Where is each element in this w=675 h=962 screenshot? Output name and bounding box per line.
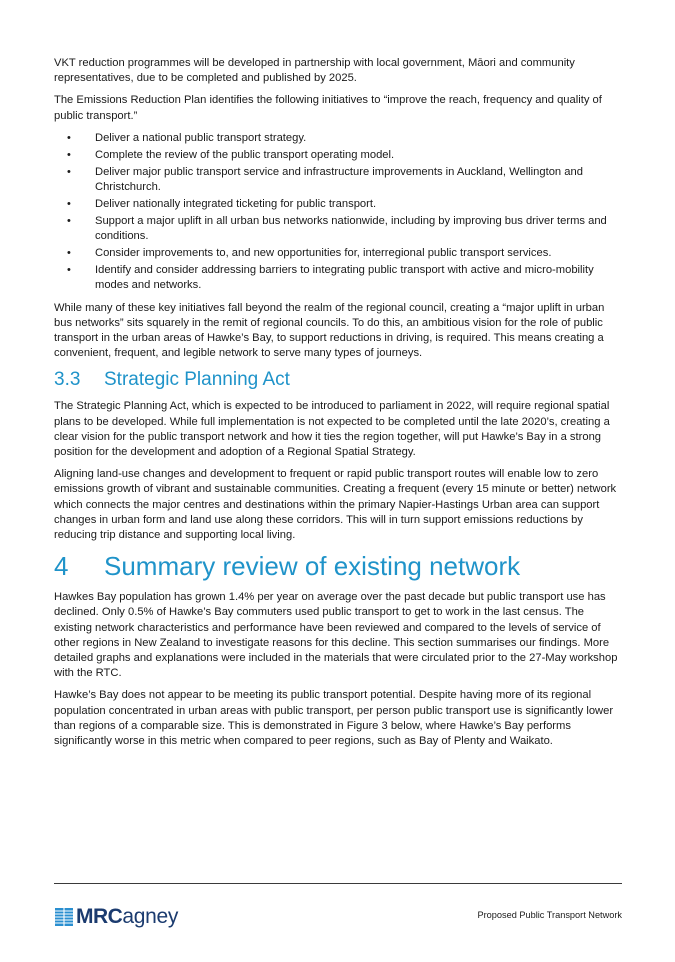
document-page (54, 56, 622, 756)
paragraph-review-2: Hawke’s Bay does not appear to be meeting its public transport potential. Despite having more of its regional population concentrated in urban areas with public transport, per person public transport use is significantly lower than regions of a comparable size. This is demonstrated in Figure 3 below, where Hawke’s Bay performs significantly worse in this metric when compared to peer regions, such as Bay of Plenty and Waikato. (54, 689, 614, 748)
footer-divider (54, 883, 622, 884)
paragraph-review-1: Hawkes Bay population has grown 1.4% per year on average over the past decade but public transport use has declined. Only 0.5% of Hawke’s Bay commuters used public transport to get to work in the last census. The existing network characteristics and performance have been reviewed and compared to the levels of service of other regions in New Zealand to investigate reasons for this decline. This section summarises our findings. More detailed graphs and explanations were included in the materials that were circulated prior to the 27-May workshop with the RTC. (54, 591, 618, 680)
bullet-icon: • (67, 148, 71, 161)
bullet-icon: • (67, 198, 71, 211)
section-number: 4 (54, 551, 69, 582)
list-item-text: Complete the review of the public transport operating model. (95, 148, 395, 161)
logo-mark-icon (55, 908, 73, 926)
list-item-text: Deliver major public transport service and infrastructure improvements in Auckland, Wellington and Christchurch. (95, 165, 583, 194)
list-item (54, 263, 622, 293)
list-item-text: Consider improvements to, and new opportunities for, interregional public transport services. (95, 247, 552, 260)
section-4-heading (54, 550, 622, 582)
bullet-icon: • (67, 247, 71, 260)
list-item (54, 214, 622, 244)
bullet-icon: • (67, 131, 71, 144)
list-item-text: Deliver a national public transport strategy. (95, 131, 307, 144)
list-item-text: Support a major uplift in all urban bus networks nationwide, including by improving bus driver terms and conditions. (95, 215, 607, 243)
paragraph-erp-intro: The Emissions Reduction Plan identifies the following initiatives to “improve the reach, frequency and quality of public transport.” (54, 94, 602, 122)
paragraph-spa-1: The Strategic Planning Act, which is expected to be introduced to parliament in 2022, will require regional spatial plans to be developed. While full implementation is not expected to be completed until the late 2020’s, creating a clear vision for the public transport network and how it ties the region together, will put Hawke’s Bay in a strong position for the development and adoption of a Regional Spatial Strategy. (54, 400, 610, 459)
initiatives-list (54, 131, 622, 294)
paragraph-vkt: VKT reduction programmes will be developed in partnership with local government, Māori and community representatives, due to be completed and published by 2025. (54, 57, 575, 85)
list-item (54, 197, 622, 212)
list-item (54, 148, 622, 163)
list-item (54, 131, 622, 146)
list-item (54, 246, 622, 261)
list-item (54, 165, 622, 195)
section-number: 3.3 (54, 369, 81, 391)
footer-document-title: Proposed Public Transport Network (477, 910, 622, 920)
list-item-text: Identify and consider addressing barriers to integrating public transport with active and micro-mobility modes and networks. (95, 264, 594, 292)
bullet-icon: • (67, 215, 71, 228)
paragraph-spa-2: Aligning land-use changes and development to frequent or rapid public transport routes will enable low to zero emissions growth of vibrant and sustainable communities. Creating a frequent (every 15 minute or better) network which connects the major centres and destinations within the primary Napier-Hastings Urban area can support changes in urban form and land use along these corridors. This will in turn support emissions reductions by reducing trip distance and supporting local living. (54, 468, 617, 542)
list-item-text: Deliver nationally integrated ticketing for public transport. (95, 198, 377, 211)
section-title: Strategic Planning Act (104, 369, 290, 391)
logo-text-bold: MRC (76, 905, 123, 928)
company-logo (55, 905, 178, 929)
logo-text-light: agney (122, 905, 179, 928)
bullet-icon: • (67, 264, 71, 277)
bullet-icon: • (67, 165, 71, 178)
section-3-3-heading (54, 368, 622, 392)
paragraph-regional-council: While many of these key initiatives fall beyond the realm of the regional council, creating a “major uplift in urban bus networks” sits squarely in the remit of regional councils. To do this, an ambitious vision for the role of public transport in the urban areas of Hawke’s Bay, to support reductions in driving, is required. This means creating a convenient, frequent, and legible network to serve many types of journeys. (54, 301, 605, 360)
section-title: Summary review of existing network (104, 551, 521, 582)
